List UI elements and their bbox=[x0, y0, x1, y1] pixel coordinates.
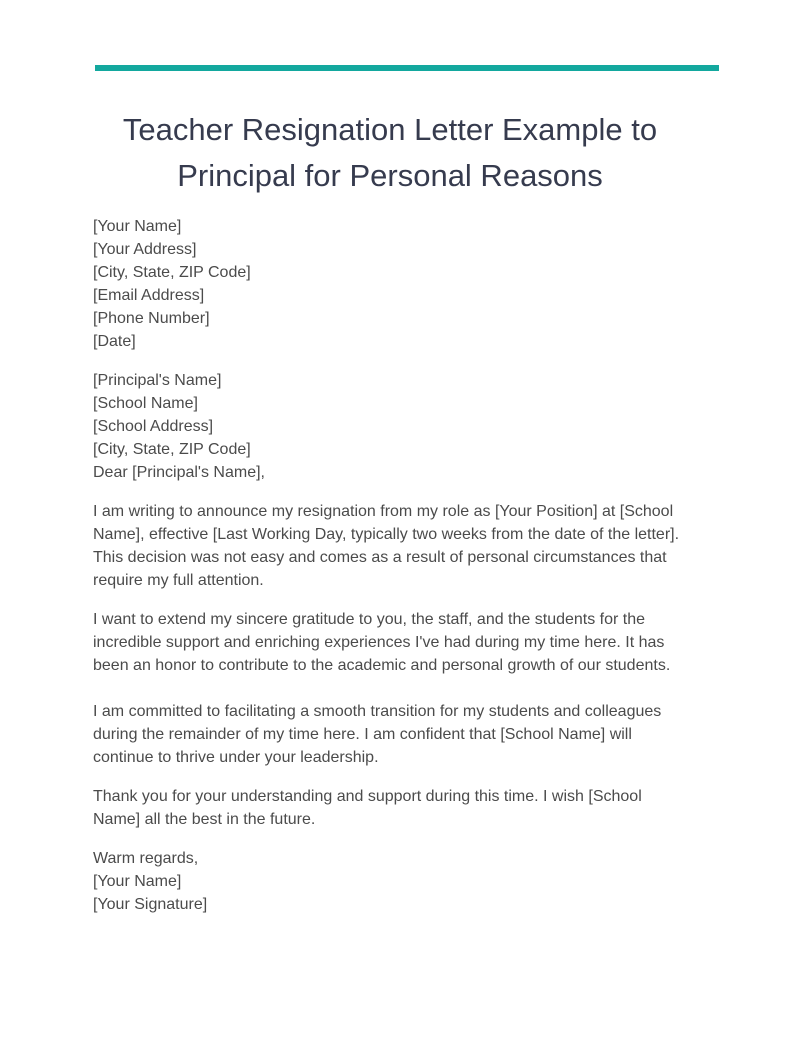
recipient-city-state-zip: [City, State, ZIP Code] bbox=[93, 441, 251, 458]
letter-body bbox=[93, 215, 693, 916]
paragraph-gratitude bbox=[93, 608, 693, 677]
closing-phrase: Warm regards, bbox=[93, 850, 199, 867]
paragraph-line: I am committed to facilitating a smooth transition for my students and colleagues bbox=[93, 703, 662, 720]
paragraph-resignation bbox=[93, 500, 693, 592]
paragraph-line: require my full attention. bbox=[93, 572, 264, 589]
recipient-school-address: [School Address] bbox=[93, 418, 214, 435]
paragraph-line: continue to thrive under your leadership. bbox=[93, 749, 379, 766]
closing-block bbox=[93, 847, 693, 916]
paragraph-transition bbox=[93, 700, 693, 769]
paragraph-thanks bbox=[93, 785, 693, 831]
paragraph-line: incredible support and enriching experiences I've had during my time here. It has bbox=[93, 634, 665, 651]
paragraph-line: Thank you for your understanding and support during this time. I wish [School bbox=[93, 788, 642, 805]
recipient-name: [Principal's Name] bbox=[93, 372, 222, 389]
paragraph-line: I want to extend my sincere gratitude to you, the staff, and the students for the bbox=[93, 611, 646, 628]
paragraph-line: This decision was not easy and comes as a result of personal circumstances that bbox=[93, 549, 667, 566]
salutation: Dear [Principal's Name], bbox=[93, 464, 265, 481]
sender-address-block bbox=[93, 215, 693, 353]
title-line: Teacher Resignation Letter Example to bbox=[122, 112, 658, 147]
title-line: Principal for Personal Reasons bbox=[177, 158, 603, 193]
paragraph-line: during the remainder of my time here. I am confident that [School Name] will bbox=[93, 726, 632, 743]
letter-date: [Date] bbox=[93, 333, 136, 350]
paragraph-line: been an honor to contribute to the academic and personal growth of our students. bbox=[93, 657, 671, 674]
sender-city-state-zip: [City, State, ZIP Code] bbox=[93, 264, 251, 281]
sender-phone: [Phone Number] bbox=[93, 310, 210, 327]
paragraph-line: Name] all the best in the future. bbox=[93, 811, 316, 828]
paragraph-line: Name], effective [Last Working Day, typically two weeks from the date of the letter]. bbox=[93, 526, 680, 543]
document-title bbox=[60, 107, 720, 199]
paragraph-line: I am writing to announce my resignation from my role as [Your Position] at [School bbox=[93, 503, 674, 520]
recipient-address-block bbox=[93, 369, 693, 484]
top-accent-rule bbox=[95, 65, 719, 71]
sender-address: [Your Address] bbox=[93, 241, 197, 258]
closing-signature: [Your Signature] bbox=[93, 896, 208, 913]
sender-email: [Email Address] bbox=[93, 287, 205, 304]
sender-name: [Your Name] bbox=[93, 218, 182, 235]
recipient-school-name: [School Name] bbox=[93, 395, 198, 412]
closing-name: [Your Name] bbox=[93, 873, 182, 890]
